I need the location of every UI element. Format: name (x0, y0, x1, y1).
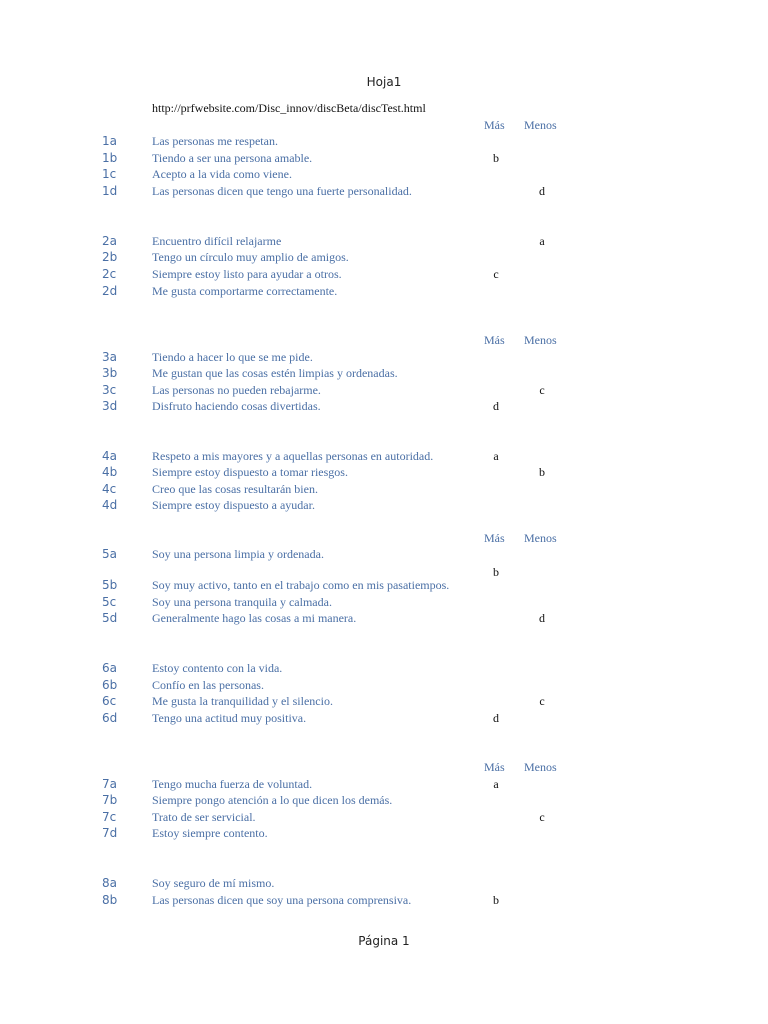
item-code: 8a (102, 876, 117, 890)
item-row (0, 167, 768, 183)
mas-mark: c (493, 267, 499, 281)
item-row (0, 498, 768, 514)
item-row (0, 151, 768, 167)
item-code: 4b (102, 465, 118, 479)
menos-mark: c (539, 694, 545, 708)
item-row (0, 267, 768, 283)
mas-mark: b (493, 151, 499, 165)
item-code: 7d (102, 826, 118, 840)
item-text: Respeto a mis mayores y a aquellas personas en autoridad. (152, 449, 434, 463)
item-row (0, 793, 768, 809)
item-code: 5b (102, 578, 118, 592)
column-header-mas: Más (484, 333, 505, 347)
item-text: Tengo mucha fuerza de voluntad. (152, 777, 313, 791)
item-text: Tengo un círculo muy amplio de amigos. (152, 250, 349, 264)
item-text: Siempre estoy dispuesto a tomar riesgos. (152, 465, 348, 479)
menos-mark: d (539, 611, 545, 625)
menos-mark: a (539, 234, 545, 248)
item-text: Trato de ser servicial. (152, 810, 256, 824)
item-text: Disfruto haciendo cosas divertidas. (152, 399, 321, 413)
item-text: Generalmente hago las cosas a mi manera. (152, 611, 357, 625)
item-row (0, 366, 768, 382)
item-code: 2a (102, 234, 117, 248)
item-row (0, 465, 768, 481)
mas-mark: b (493, 565, 499, 579)
page-footer: Página 1 (358, 934, 410, 948)
item-row (0, 284, 768, 300)
mas-mark: a (493, 777, 499, 791)
column-header-mas: Más (484, 760, 505, 774)
item-code: 3c (102, 383, 117, 397)
item-code: 5c (102, 595, 117, 609)
item-text: Tiendo a hacer lo que se me pide. (152, 350, 313, 364)
item-row (0, 449, 768, 465)
item-row (0, 694, 768, 710)
item-code: 7c (102, 810, 117, 824)
item-text: Tengo una actitud muy positiva. (152, 711, 307, 725)
item-text: Creo que las cosas resultarán bien. (152, 482, 318, 496)
item-row (0, 383, 768, 399)
item-text: Soy una persona limpia y ordenada. (152, 547, 324, 561)
item-text: Estoy siempre contento. (152, 826, 268, 840)
item-code: 3b (102, 366, 118, 380)
item-row (0, 893, 768, 909)
item-text: Encuentro difícil relajarme (152, 234, 282, 248)
item-text: Estoy contento con la vida. (152, 661, 283, 675)
item-code: 3a (102, 350, 117, 364)
item-row (0, 482, 768, 498)
item-code: 4a (102, 449, 117, 463)
item-text: Me gusta la tranquilidad y el silencio. (152, 694, 333, 708)
item-text: Soy muy activo, tanto en el trabajo como en mis pasatiempos. (152, 578, 450, 592)
mas-mark: d (493, 399, 499, 413)
item-text: Siempre estoy listo para ayudar a otros. (152, 267, 342, 281)
source-url: http://prfwebsite.com/Disc_innov/discBeta/discTest.html (152, 101, 426, 115)
item-row (0, 810, 768, 826)
item-code: 1b (102, 151, 118, 165)
item-row (0, 826, 768, 842)
item-text: Acepto a la vida como viene. (152, 167, 292, 181)
item-text: Las personas me respetan. (152, 134, 278, 148)
sheet-title: Hoja1 (366, 75, 402, 89)
mas-mark: a (493, 449, 499, 463)
item-row (0, 134, 768, 150)
item-text: Soy seguro de mí mismo. (152, 876, 275, 890)
item-code: 6a (102, 661, 117, 675)
menos-mark: b (539, 465, 545, 479)
item-code: 1a (102, 134, 117, 148)
column-header-menos: Menos (524, 333, 557, 347)
item-row (0, 184, 768, 200)
item-code: 7a (102, 777, 117, 791)
column-header-mas: Más (484, 118, 505, 132)
item-row (0, 399, 768, 415)
item-code: 6b (102, 678, 118, 692)
mas-mark: b (493, 893, 499, 907)
item-text: Siempre estoy dispuesto a ayudar. (152, 498, 315, 512)
item-row (0, 777, 768, 793)
column-header-menos: Menos (524, 118, 557, 132)
column-header-menos: Menos (524, 760, 557, 774)
item-row (0, 678, 768, 694)
item-row (0, 876, 768, 892)
mas-mark: d (493, 711, 499, 725)
item-code: 4c (102, 482, 117, 496)
item-code: 1d (102, 184, 118, 198)
item-text: Siempre pongo atención a lo que dicen los demás. (152, 793, 393, 807)
item-code: 5a (102, 547, 117, 561)
item-row (0, 234, 768, 250)
item-code: 6d (102, 711, 118, 725)
item-text: Soy una persona tranquila y calmada. (152, 595, 332, 609)
item-code: 4d (102, 498, 118, 512)
item-code: 5d (102, 611, 118, 625)
item-code: 7b (102, 793, 118, 807)
item-text: Tiendo a ser una persona amable. (152, 151, 313, 165)
item-code: 2b (102, 250, 118, 264)
item-code: 8b (102, 893, 118, 907)
item-row (0, 350, 768, 366)
item-code: 3d (102, 399, 118, 413)
item-row (0, 595, 768, 611)
item-code: 6c (102, 694, 117, 708)
item-row (0, 611, 768, 627)
item-code: 2d (102, 284, 118, 298)
menos-mark: d (539, 184, 545, 198)
column-header-menos: Menos (524, 531, 557, 545)
item-row (0, 711, 768, 727)
item-text: Me gustan que las cosas estén limpias y ordenadas. (152, 366, 398, 380)
item-row (0, 547, 768, 563)
item-row (0, 661, 768, 677)
menos-mark: c (539, 810, 545, 824)
item-text: Las personas dicen que tengo una fuerte personalidad. (152, 184, 412, 198)
item-text: Las personas no pueden rebajarme. (152, 383, 321, 397)
menos-mark: c (539, 383, 545, 397)
item-row (0, 250, 768, 266)
item-row (0, 578, 768, 594)
item-text: Me gusta comportarme correctamente. (152, 284, 338, 298)
column-header-mas: Más (484, 531, 505, 545)
item-text: Confío en las personas. (152, 678, 264, 692)
item-code: 2c (102, 267, 117, 281)
item-code: 1c (102, 167, 117, 181)
item-text: Las personas dicen que soy una persona comprensiva. (152, 893, 412, 907)
